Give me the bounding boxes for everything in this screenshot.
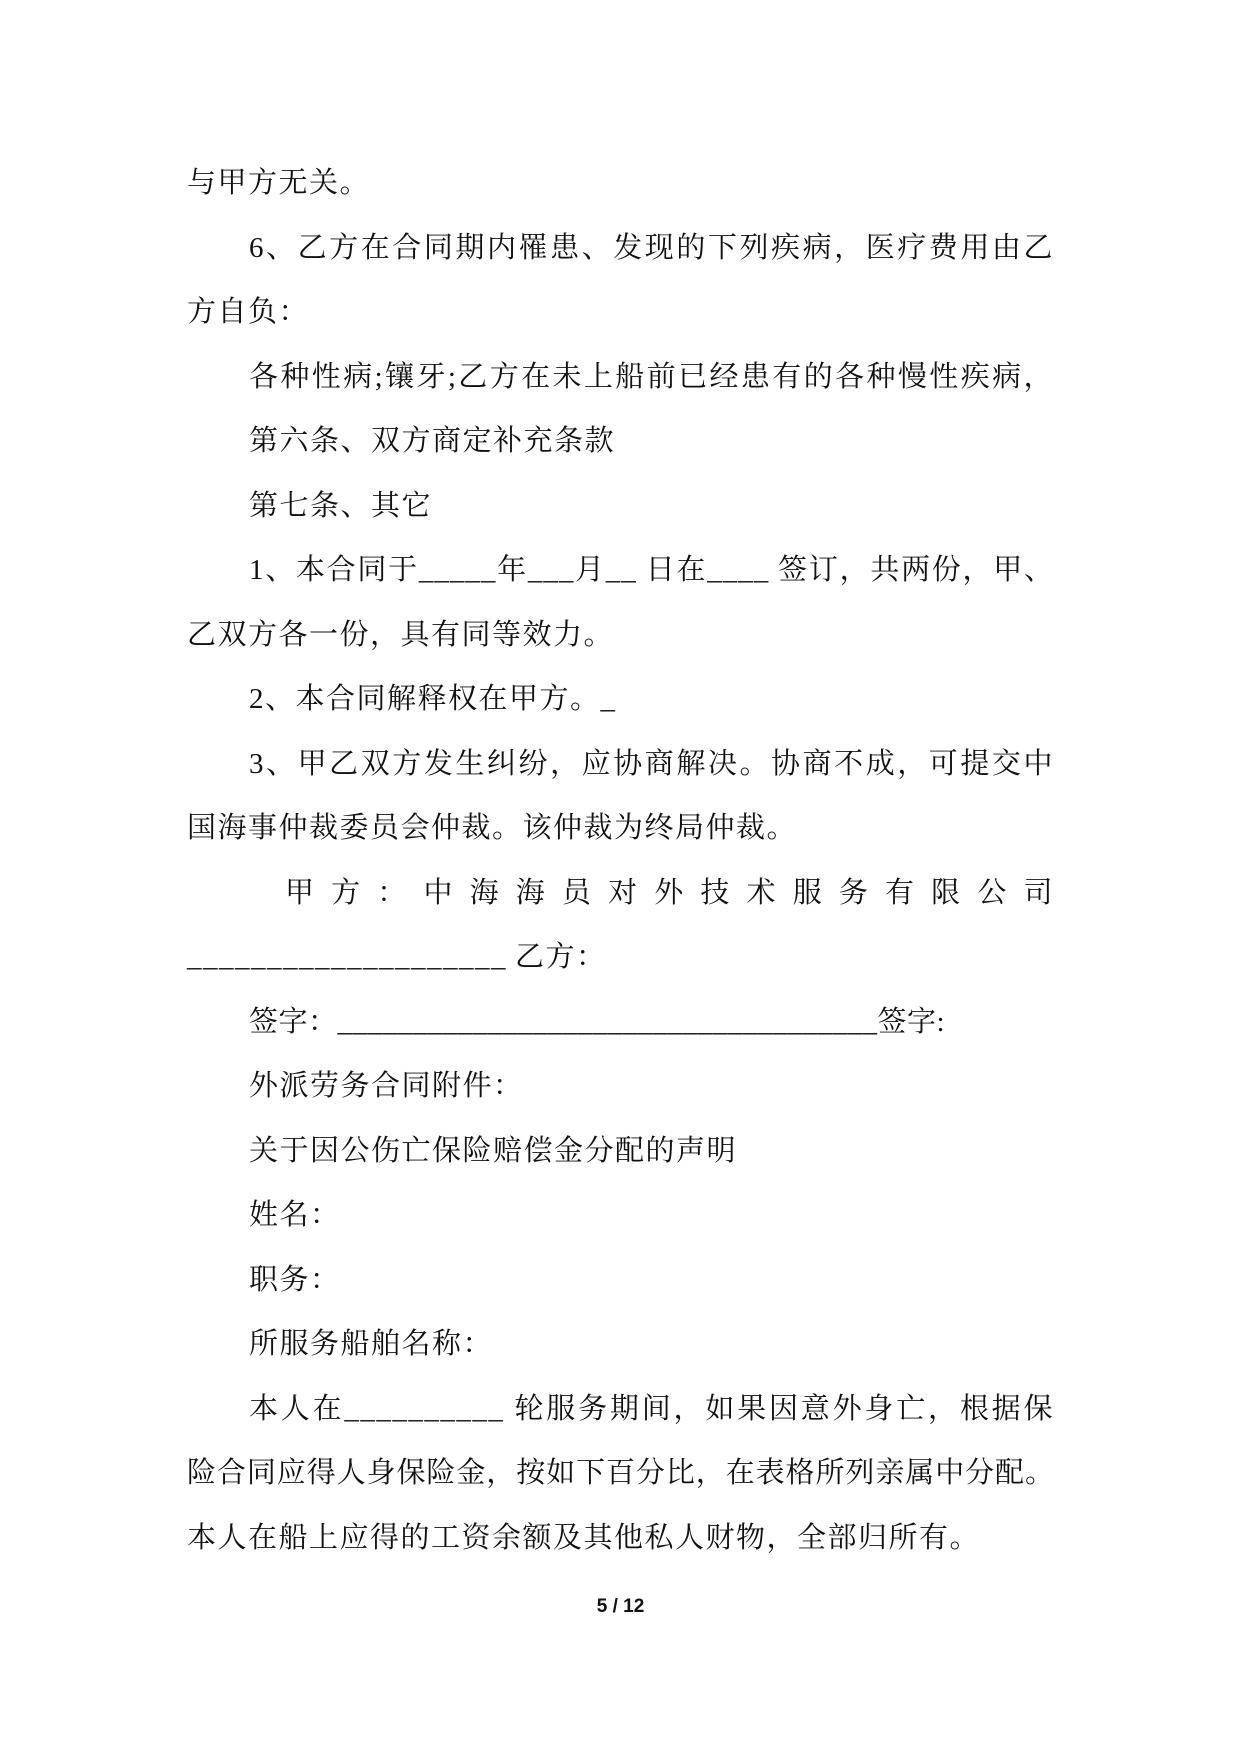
- declaration-body-line: 本人在__________ 轮服务期间，如果因意外身亡，根据保: [249, 1392, 1054, 1425]
- name-field-label: 姓名：: [249, 1199, 341, 1231]
- party-a-line: 甲方：中海海员对外技术服务有限公司: [285, 876, 1054, 909]
- party-a-signature-label: 签字：: [249, 1005, 338, 1038]
- declaration-body-line: 险合同应得人身保险金，按如下百分比，在表格所列亲属中分配。: [187, 1457, 1054, 1489]
- signature-blank: ____________________________________: [337, 1005, 878, 1038]
- continued-paragraph-line: 与甲方无关。: [187, 167, 371, 199]
- attachment-heading: 外派劳务合同附件：: [249, 1070, 524, 1102]
- article-7-item-1-line: 1、本合同于_____年___月__ 日在____ 签订，共两份，甲、: [249, 554, 1054, 586]
- article-6-heading: 第六条、双方商定补充条款: [249, 425, 616, 457]
- vessel-name-field-label: 所服务船舶名称：: [249, 1328, 494, 1360]
- article-7-item-3-line: 3、甲乙双方发生纠纷，应协商解决。协商不成，可提交中: [249, 747, 1054, 780]
- article-7-item-1-line: 乙双方各一份，具有同等效力。: [187, 618, 615, 651]
- party-b-signature-label: 签字:: [877, 1005, 946, 1038]
- item-6-detail-line: 各种性病;镶牙;乙方在未上船前已经患有的各种慢性疾病，: [249, 360, 1054, 393]
- position-field-label: 职务：: [249, 1263, 341, 1296]
- declaration-body-line: 本人在船上应得的工资余额及其他私人财物，全部归所有。: [187, 1521, 981, 1554]
- item-6-line: 方自负：: [187, 296, 310, 328]
- declaration-title: 关于因公伤亡保险赔偿金分配的声明: [249, 1134, 738, 1167]
- document-body: [187, 151, 1054, 1570]
- page-number: 5 / 12: [596, 1596, 645, 1617]
- article-7-item-2-line: 2、本合同解释权在甲方。_: [249, 683, 617, 715]
- article-7-heading: 第七条、其它: [249, 489, 433, 522]
- signature-line: [187, 990, 1054, 1055]
- party-b-label: 乙方：: [515, 941, 607, 973]
- article-7-item-3-line: 国海事仲裁委员会仲裁。该仲裁为终局仲裁。: [187, 812, 798, 844]
- party-b-line: [187, 925, 1054, 990]
- party-a-blank: ____________________: [187, 941, 507, 973]
- item-6-line: 6、乙方在合同期内罹患、发现的下列疾病，医疗费用由乙: [249, 231, 1054, 264]
